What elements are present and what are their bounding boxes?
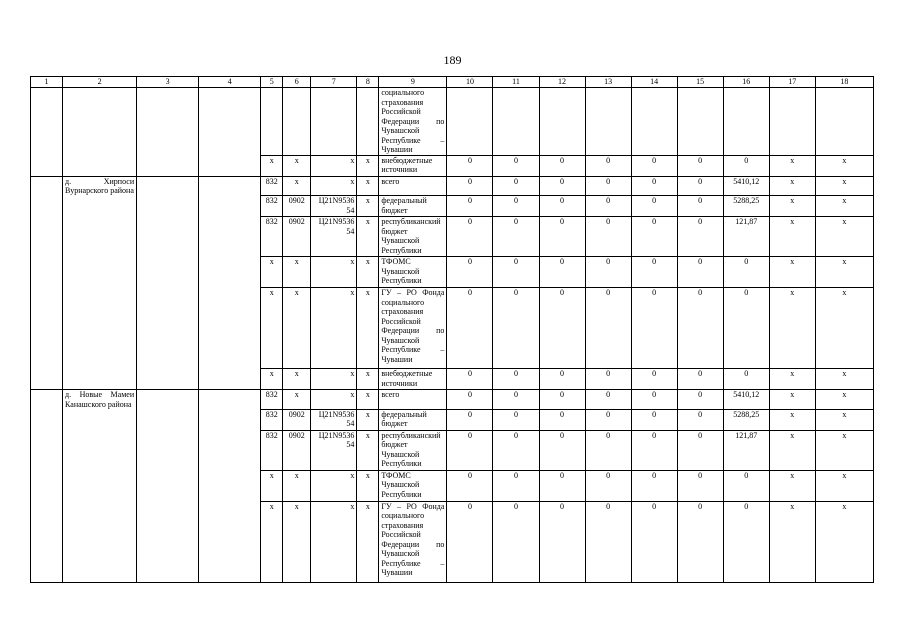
cell-c16: 0: [723, 288, 769, 369]
cell-empty: [31, 217, 63, 257]
cell-loc: [63, 155, 137, 176]
cell-c15: 0: [677, 217, 723, 257]
table-row: [31, 430, 874, 470]
cell-c13: 0: [585, 257, 631, 288]
cell-c10: 0: [447, 217, 493, 257]
cell-c17: x: [769, 470, 815, 501]
cell-c14: 0: [631, 369, 677, 390]
cell-c16: 0: [723, 369, 769, 390]
cell-src: федеральный бюджет: [379, 409, 447, 430]
table-row: [31, 288, 874, 369]
cell-c16: 5288,25: [723, 196, 769, 217]
cell-empty: [137, 155, 199, 176]
cell-c15: 0: [677, 409, 723, 430]
column-header-10: 10: [447, 77, 493, 88]
cell-c15: 0: [677, 390, 723, 410]
cell-c11: [493, 88, 539, 156]
cell-c17: x: [769, 176, 815, 196]
cell-c14: 0: [631, 196, 677, 217]
cell-c6: 0902: [283, 196, 311, 217]
cell-c5: 832: [261, 217, 283, 257]
cell-c16: 121,87: [723, 217, 769, 257]
cell-c6: x: [283, 390, 311, 410]
cell-c12: 0: [539, 176, 585, 196]
column-header-7: 7: [311, 77, 357, 88]
cell-c13: 0: [585, 217, 631, 257]
cell-c12: 0: [539, 196, 585, 217]
cell-c6: 0902: [283, 409, 311, 430]
cell-empty: [31, 369, 63, 390]
cell-src: внебюджетные источники: [379, 369, 447, 390]
cell-c15: 0: [677, 176, 723, 196]
cell-loc: [63, 369, 137, 390]
cell-c14: 0: [631, 155, 677, 176]
cell-c16: 0: [723, 257, 769, 288]
cell-c17: x: [769, 257, 815, 288]
cell-c14: 0: [631, 501, 677, 582]
cell-c8: x: [357, 430, 379, 470]
cell-c16: 0: [723, 470, 769, 501]
cell-c7: x: [311, 369, 357, 390]
cell-c17: x: [769, 409, 815, 430]
cell-c10: 0: [447, 501, 493, 582]
cell-c13: 0: [585, 288, 631, 369]
cell-src: федеральный бюджет: [379, 196, 447, 217]
cell-c18: x: [815, 288, 873, 369]
cell-c8: x: [357, 390, 379, 410]
cell-c16: 0: [723, 155, 769, 176]
column-header-5: 5: [261, 77, 283, 88]
cell-c12: 0: [539, 257, 585, 288]
table-row: [31, 409, 874, 430]
cell-c10: 0: [447, 155, 493, 176]
cell-c18: x: [815, 409, 873, 430]
column-number-header: [31, 77, 874, 88]
cell-c17: x: [769, 430, 815, 470]
cell-c10: 0: [447, 409, 493, 430]
cell-empty: [199, 257, 261, 288]
cell-c14: 0: [631, 409, 677, 430]
cell-empty: [31, 176, 63, 196]
cell-c13: 0: [585, 430, 631, 470]
table-row: [31, 369, 874, 390]
cell-c5: 832: [261, 176, 283, 196]
cell-c7: x: [311, 501, 357, 582]
cell-empty: [137, 196, 199, 217]
column-header-11: 11: [493, 77, 539, 88]
cell-c8: x: [357, 155, 379, 176]
cell-empty: [199, 288, 261, 369]
cell-c11: 0: [493, 257, 539, 288]
cell-c7: Ц21N9536 54: [311, 409, 357, 430]
cell-src: ТФОМС Чувашской Республики: [379, 257, 447, 288]
cell-c15: 0: [677, 155, 723, 176]
cell-empty: [199, 176, 261, 196]
cell-src: ГУ – РО Фонда социального страхования Российской Федерации по Чувашской Республике – Чувашии: [379, 288, 447, 369]
cell-empty: [31, 409, 63, 430]
column-header-6: 6: [283, 77, 311, 88]
cell-empty: [199, 155, 261, 176]
cell-empty: [31, 88, 63, 156]
cell-c14: 0: [631, 257, 677, 288]
cell-c8: x: [357, 217, 379, 257]
cell-c6: 0902: [283, 430, 311, 470]
cell-c15: 0: [677, 470, 723, 501]
cell-c7: x: [311, 470, 357, 501]
cell-c13: 0: [585, 176, 631, 196]
cell-c12: 0: [539, 409, 585, 430]
cell-c7: Ц21N9536 54: [311, 196, 357, 217]
cell-c11: 0: [493, 409, 539, 430]
cell-c5: 832: [261, 196, 283, 217]
cell-c5: [261, 88, 283, 156]
cell-c12: 0: [539, 470, 585, 501]
cell-c16: 5288,25: [723, 409, 769, 430]
column-header-14: 14: [631, 77, 677, 88]
cell-c8: [357, 88, 379, 156]
cell-c18: x: [815, 196, 873, 217]
cell-c10: 0: [447, 196, 493, 217]
cell-empty: [137, 470, 199, 501]
cell-c15: 0: [677, 369, 723, 390]
cell-empty: [199, 369, 261, 390]
cell-c8: x: [357, 470, 379, 501]
cell-c16: 5410,12: [723, 176, 769, 196]
table-row: [31, 257, 874, 288]
cell-c12: 0: [539, 155, 585, 176]
cell-c8: x: [357, 257, 379, 288]
column-header-8: 8: [357, 77, 379, 88]
cell-c6: x: [283, 176, 311, 196]
column-header-17: 17: [769, 77, 815, 88]
cell-c11: 0: [493, 155, 539, 176]
cell-c18: x: [815, 470, 873, 501]
cell-src: ГУ – РО Фонда социального страхования Российской Федерации по Чувашской Республике – Чувашии: [379, 501, 447, 582]
cell-c11: 0: [493, 217, 539, 257]
cell-c13: [585, 88, 631, 156]
cell-empty: [199, 217, 261, 257]
cell-c10: 0: [447, 390, 493, 410]
page-number: 189: [443, 53, 462, 67]
cell-c6: x: [283, 257, 311, 288]
cell-c5: 832: [261, 409, 283, 430]
cell-c12: 0: [539, 369, 585, 390]
table-row: [31, 390, 874, 410]
cell-empty: [31, 430, 63, 470]
cell-empty: [137, 409, 199, 430]
cell-c11: 0: [493, 288, 539, 369]
cell-src: ТФОМС Чувашской Республики: [379, 470, 447, 501]
cell-c11: 0: [493, 369, 539, 390]
cell-c13: 0: [585, 501, 631, 582]
cell-c6: x: [283, 470, 311, 501]
cell-c10: 0: [447, 369, 493, 390]
cell-empty: [137, 88, 199, 156]
table-row: [31, 88, 874, 156]
cell-c11: 0: [493, 470, 539, 501]
cell-c7: x: [311, 257, 357, 288]
cell-c7: x: [311, 390, 357, 410]
cell-loc: д. Новые Мамеи Канашского района: [63, 390, 137, 410]
cell-c8: x: [357, 288, 379, 369]
cell-c12: 0: [539, 288, 585, 369]
cell-c6: x: [283, 369, 311, 390]
cell-c17: x: [769, 390, 815, 410]
cell-empty: [199, 196, 261, 217]
cell-c6: x: [283, 155, 311, 176]
cell-c17: x: [769, 155, 815, 176]
cell-c7: x: [311, 155, 357, 176]
cell-empty: [31, 501, 63, 582]
cell-c17: x: [769, 196, 815, 217]
cell-c8: x: [357, 176, 379, 196]
cell-empty: [137, 390, 199, 410]
cell-c5: x: [261, 369, 283, 390]
cell-empty: [31, 470, 63, 501]
cell-c5: x: [261, 501, 283, 582]
cell-c17: x: [769, 217, 815, 257]
cell-c18: x: [815, 501, 873, 582]
cell-c17: x: [769, 501, 815, 582]
cell-empty: [137, 217, 199, 257]
cell-c8: x: [357, 501, 379, 582]
cell-c7: [311, 88, 357, 156]
cell-c15: 0: [677, 288, 723, 369]
cell-c18: x: [815, 430, 873, 470]
cell-c5: x: [261, 155, 283, 176]
cell-c7: x: [311, 176, 357, 196]
cell-c14: 0: [631, 390, 677, 410]
cell-empty: [137, 501, 199, 582]
cell-c12: [539, 88, 585, 156]
cell-c15: [677, 88, 723, 156]
cell-c18: x: [815, 257, 873, 288]
cell-c10: 0: [447, 176, 493, 196]
cell-c15: 0: [677, 196, 723, 217]
cell-empty: [137, 369, 199, 390]
table-row: [31, 217, 874, 257]
cell-c18: x: [815, 369, 873, 390]
cell-c6: x: [283, 288, 311, 369]
cell-src: социального страхования Российской Федерации по Чувашской Республике – Чувашии: [379, 88, 447, 156]
cell-src: всего: [379, 390, 447, 410]
column-header-9: 9: [379, 77, 447, 88]
cell-c11: 0: [493, 390, 539, 410]
cell-c13: 0: [585, 196, 631, 217]
cell-c11: 0: [493, 501, 539, 582]
cell-c13: 0: [585, 470, 631, 501]
cell-c15: 0: [677, 257, 723, 288]
cell-empty: [137, 257, 199, 288]
cell-loc: [63, 470, 137, 501]
cell-c14: 0: [631, 430, 677, 470]
cell-c8: x: [357, 409, 379, 430]
cell-c7: Ц21N9536 54: [311, 430, 357, 470]
cell-c18: x: [815, 390, 873, 410]
cell-c10: [447, 88, 493, 156]
cell-c5: 832: [261, 390, 283, 410]
cell-c11: 0: [493, 196, 539, 217]
cell-loc: [63, 430, 137, 470]
cell-c14: [631, 88, 677, 156]
cell-c18: x: [815, 155, 873, 176]
cell-c7: Ц21N9536 54: [311, 217, 357, 257]
cell-src: республиканский бюджет Чувашской Республики: [379, 217, 447, 257]
column-header-13: 13: [585, 77, 631, 88]
cell-c14: 0: [631, 176, 677, 196]
cell-c12: 0: [539, 390, 585, 410]
cell-c18: x: [815, 217, 873, 257]
column-header-12: 12: [539, 77, 585, 88]
cell-loc: [63, 501, 137, 582]
column-header-4: 4: [199, 77, 261, 88]
table-row: [31, 196, 874, 217]
cell-empty: [137, 176, 199, 196]
cell-loc: [63, 257, 137, 288]
cell-loc: [63, 409, 137, 430]
cell-empty: [199, 390, 261, 410]
cell-c10: 0: [447, 430, 493, 470]
cell-src: всего: [379, 176, 447, 196]
cell-loc: [63, 288, 137, 369]
cell-c17: x: [769, 288, 815, 369]
table-row: [31, 176, 874, 196]
column-header-2: 2: [63, 77, 137, 88]
cell-c11: 0: [493, 430, 539, 470]
cell-empty: [137, 288, 199, 369]
table-row: [31, 155, 874, 176]
cell-c16: 0: [723, 501, 769, 582]
cell-c10: 0: [447, 288, 493, 369]
cell-c17: [769, 88, 815, 156]
cell-loc: д. Хирпоси Вурнарского района: [63, 176, 137, 196]
column-header-15: 15: [677, 77, 723, 88]
cell-c14: 0: [631, 217, 677, 257]
cell-c17: x: [769, 369, 815, 390]
cell-c16: 5410,12: [723, 390, 769, 410]
cell-c13: 0: [585, 369, 631, 390]
column-header-3: 3: [137, 77, 199, 88]
cell-loc: [63, 217, 137, 257]
cell-c10: 0: [447, 470, 493, 501]
cell-c16: 121,87: [723, 430, 769, 470]
cell-src: внебюджетные источники: [379, 155, 447, 176]
cell-c12: 0: [539, 430, 585, 470]
column-header-1: 1: [31, 77, 63, 88]
cell-c5: 832: [261, 430, 283, 470]
cell-c12: 0: [539, 217, 585, 257]
cell-empty: [31, 288, 63, 369]
cell-c6: x: [283, 501, 311, 582]
column-header-16: 16: [723, 77, 769, 88]
cell-c6: [283, 88, 311, 156]
cell-c15: 0: [677, 501, 723, 582]
cell-c5: x: [261, 288, 283, 369]
cell-c5: x: [261, 470, 283, 501]
cell-empty: [137, 430, 199, 470]
cell-c18: x: [815, 176, 873, 196]
cell-empty: [31, 196, 63, 217]
cell-c13: 0: [585, 155, 631, 176]
cell-empty: [31, 155, 63, 176]
table-row: [31, 501, 874, 582]
cell-c12: 0: [539, 501, 585, 582]
cell-empty: [199, 430, 261, 470]
cell-loc: [63, 88, 137, 156]
column-header-18: 18: [815, 77, 873, 88]
cell-c10: 0: [447, 257, 493, 288]
cell-c18: [815, 88, 873, 156]
cell-empty: [199, 88, 261, 156]
cell-c15: 0: [677, 430, 723, 470]
cell-empty: [199, 409, 261, 430]
table-row: [31, 470, 874, 501]
cell-c14: 0: [631, 288, 677, 369]
cell-c6: 0902: [283, 217, 311, 257]
cell-loc: [63, 196, 137, 217]
cell-c13: 0: [585, 390, 631, 410]
cell-c11: 0: [493, 176, 539, 196]
cell-src: республиканский бюджет Чувашской Республики: [379, 430, 447, 470]
cell-c16: [723, 88, 769, 156]
cell-c5: x: [261, 257, 283, 288]
cell-empty: [199, 501, 261, 582]
cell-empty: [31, 257, 63, 288]
budget-table: [30, 76, 874, 583]
cell-c7: x: [311, 288, 357, 369]
cell-c8: x: [357, 369, 379, 390]
cell-c14: 0: [631, 470, 677, 501]
cell-c8: x: [357, 196, 379, 217]
cell-c13: 0: [585, 409, 631, 430]
cell-empty: [31, 390, 63, 410]
cell-empty: [199, 470, 261, 501]
